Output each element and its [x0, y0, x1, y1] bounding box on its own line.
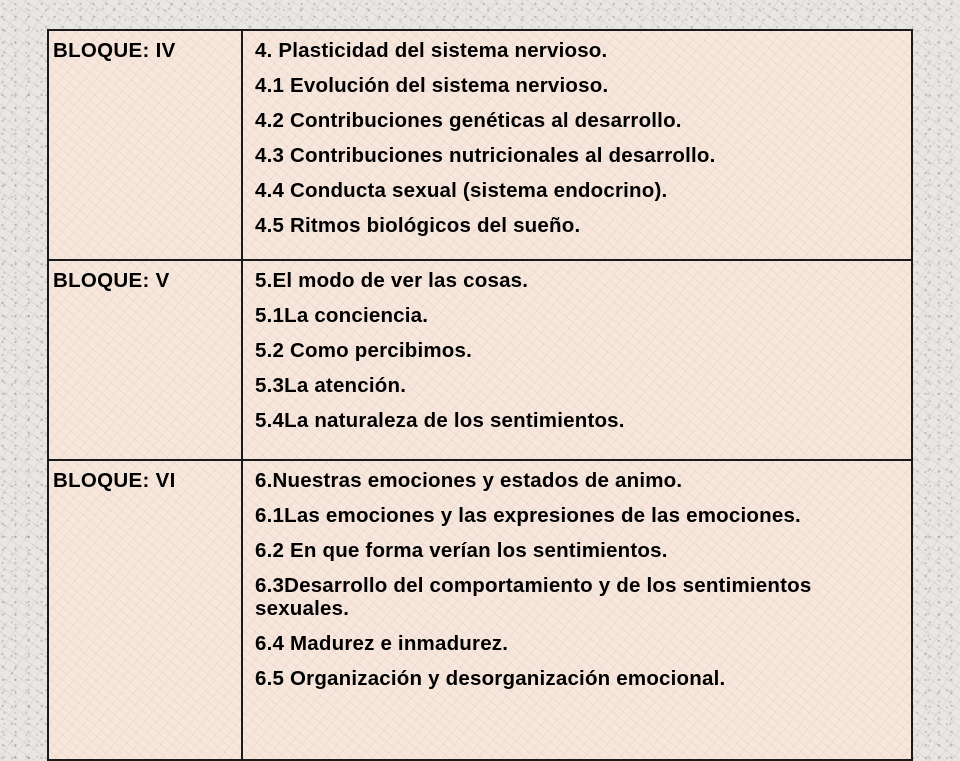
topic-item: 6.3Desarrollo del comportamiento y de los sentimientos sexuales.	[255, 574, 812, 620]
topic-item: 5.El modo de ver las cosas.	[255, 269, 529, 292]
topic-item: 4.3 Contribuciones nutricionales al desarrollo.	[255, 144, 716, 167]
block-label: BLOQUE: VI	[48, 460, 242, 760]
block-row-v	[48, 260, 912, 460]
topic-list	[242, 460, 912, 760]
topic-list	[242, 260, 912, 460]
topic-item: 6.5 Organización y desorganización emocional.	[255, 667, 726, 690]
topic-item: 4.4 Conducta sexual (sistema endocrino).	[255, 179, 668, 202]
syllabus-table	[47, 29, 913, 761]
topic-item: 6.1Las emociones y las expresiones de las emociones.	[255, 504, 801, 527]
topic-item: 4. Plasticidad del sistema nervioso.	[255, 39, 608, 62]
topic-item: 5.4La naturaleza de los sentimientos.	[255, 409, 625, 432]
block-label: BLOQUE: V	[48, 260, 242, 460]
block-row-vi	[48, 460, 912, 760]
topic-item: 6.Nuestras emociones y estados de animo.	[255, 469, 683, 492]
topic-list	[242, 30, 912, 260]
topic-item: 5.1La conciencia.	[255, 304, 429, 327]
topic-item: 4.5 Ritmos biológicos del sueño.	[255, 214, 581, 237]
topic-item: 4.2 Contribuciones genéticas al desarrollo.	[255, 109, 682, 132]
block-label: BLOQUE: IV	[48, 30, 242, 260]
topic-item: 6.2 En que forma verían los sentimientos.	[255, 539, 668, 562]
topic-item: 5.3La atención.	[255, 374, 407, 397]
topic-item: 6.4 Madurez e inmadurez.	[255, 632, 509, 655]
topic-item: 4.1 Evolución del sistema nervioso.	[255, 74, 609, 97]
topic-item: 5.2 Como percibimos.	[255, 339, 473, 362]
block-row-iv	[48, 30, 912, 260]
